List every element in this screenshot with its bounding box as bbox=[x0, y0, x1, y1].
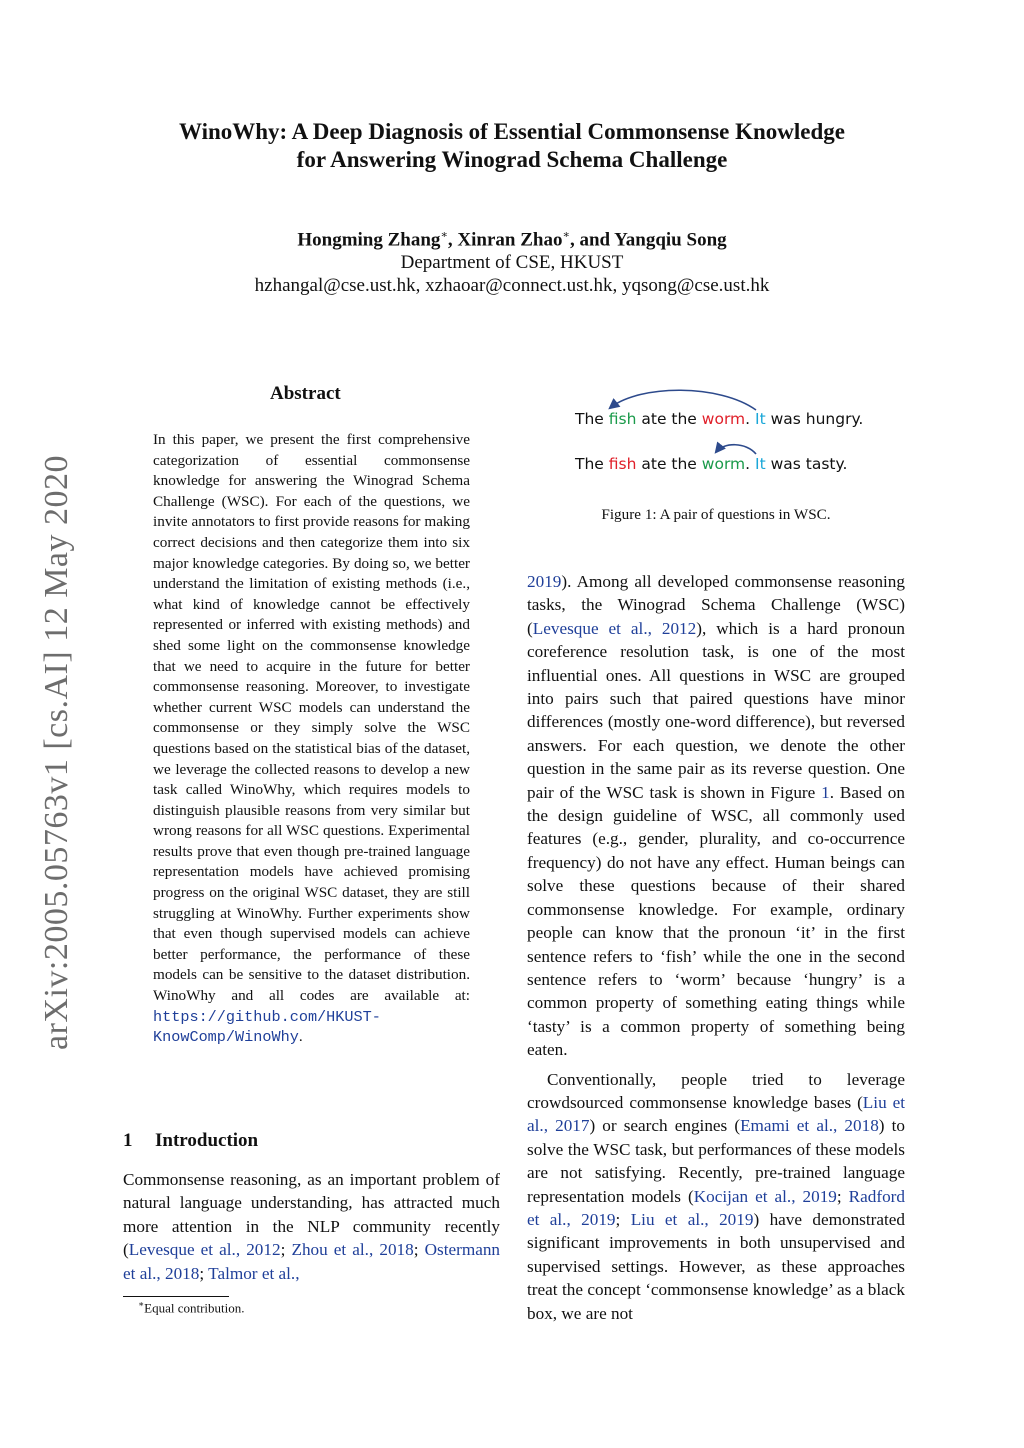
author-1: Hongming Zhang bbox=[297, 229, 441, 251]
affiliation: Department of CSE, HKUST bbox=[400, 252, 624, 274]
footnote-divider bbox=[123, 1296, 229, 1297]
figure-caption: Figure 1: A pair of questions in WSC. bbox=[601, 506, 831, 523]
arrow-it-to-fish bbox=[610, 390, 756, 410]
citation-link[interactable]: Liu et al., 2017 bbox=[527, 1092, 905, 1136]
abstract-text: In this paper, we present the first comprehensive categorization of essential commonsense knowledge for answering the Winograd Schema Challenge (WSC). For each of the questions, we invite annotators to first provide reasons for making correct decisions and then categorize them into six major knowledge categories. By doing so, we better understand the limitation of existing methods (i.e., what kind of knowledge cannot be effectively represented or inferred with existing methods) and shed some light on the commonsense knowledge that we need to acquire in the future for better commonsense reasoning. Moreover, to investigate whether current WSC models can understand the commonsense or they simply solve the WSC questions based on the statistical bias of the dataset, we leverage the collected reasons to develop a new task called WinoWhy, which requires models to distinguish plausible reasons from very similar but wrong reasons for all WSC questions. Experimental results prove that even though pre-trained language representation models have achieved promising progress on the original WSC dataset, they are still struggling at WinoWhy. Further experiments show that even though supervised models can achieve better performance, the performance of these models can be sensitive to the dataset distribution. WinoWhy and all codes are available at: bbox=[153, 431, 470, 1005]
paragraph: Conventionally, people tried to leverage crowdsourced commonsense knowledge bases (Liu et al., 2017) or search engines (Emami et al., 2018) to solve the WSC task, but performances of these models are not satisfying. Recently, pre-trained language representation models (Kocijan et al., 2019; Radford et al., 2019; Liu et al., 2019) have demonstrated significant improvements in both unsupervised and supervised settings. However, as these approaches treat the concept ‘commonsense knowledge’ as a black box, we are not bbox=[527, 1069, 905, 1323]
section-heading-introduction bbox=[123, 1130, 258, 1152]
author-block bbox=[0, 224, 1024, 297]
citation-link[interactable]: Zhou et al., 2018 bbox=[291, 1240, 414, 1260]
author-names: Hongming Zhang∗, Xinran Zhao∗, and Yangqiu Song bbox=[297, 229, 727, 251]
author-3: Yangqiu Song bbox=[614, 229, 727, 251]
figure-sentence-2: The fish ate the worm. It was tasty. bbox=[575, 455, 848, 473]
introduction-body: Commonsense reasoning, as an important problem of natural language understanding, has attracted much more attention in the NLP community recently (Levesque et al., 2012; Zhou et al., 2018; Ostermann et al., 2018; Talmor et al., bbox=[123, 1170, 501, 1283]
section-number: 1 bbox=[123, 1130, 133, 1151]
abstract-heading: Abstract bbox=[270, 383, 341, 404]
figure-1 bbox=[570, 390, 880, 490]
title-line-2: for Answering Winograd Schema Challenge bbox=[296, 147, 728, 172]
citation-link[interactable]: Kocijan et al., 2019 bbox=[693, 1186, 837, 1206]
footnote: ∗Equal contribution. bbox=[138, 1299, 245, 1316]
author-2: Xinran Zhao bbox=[457, 229, 563, 251]
citation-link[interactable]: Liu et al., 2019 bbox=[630, 1209, 754, 1229]
author-emails: hzhangal@cse.ust.hk, xzhaoar@connect.ust.hk, yqsong@cse.ust.hk bbox=[254, 275, 770, 297]
citation-link[interactable]: Radford et al., 2019 bbox=[527, 1186, 905, 1229]
citation-link[interactable]: Levesque et al., 2012 bbox=[532, 618, 697, 638]
arxiv-stamp: arXiv:2005.05763v1 [cs.AI] 12 May 2020 bbox=[38, 454, 75, 1050]
arrow-it-to-worm bbox=[716, 445, 756, 454]
citation-link[interactable]: 2019 bbox=[527, 572, 562, 591]
section-title: Introduction bbox=[155, 1130, 259, 1151]
paper-title bbox=[0, 118, 1024, 174]
figure-sentence-1: The fish ate the worm. It was hungry. bbox=[575, 410, 864, 428]
paragraph: 2019). Among all developed commonsense reasoning tasks, the Winograd Schema Challenge (WSC) (Levesque et al., 2012), which is a hard pronoun coreference resolution task, is one of the most influential ones. All questions in WSC are grouped into pairs such that paired questions have minor differences (mostly one-word difference), but reversed answers. For each question, we denote the other question in the same pair as its reverse question. One pair of the WSC task is shown in Figure 1. Based on the design guideline of WSC, all commonly used features (e.g., gender, plurality, and co-occurrence frequency) do not have any effect. Human beings can solve these questions because of their shared commonsense knowledge. For example, ordinary people can know that the pronoun ‘it’ in the first sentence refers to ‘fish’ while the one in the second sentence refers to ‘worm’ because ‘hungry’ is a common property of something eating things while ‘tasty’ is a common property of something being eaten. bbox=[527, 572, 905, 1060]
title-line-1: WinoWhy: A Deep Diagnosis of Essential Commonsense Knowledge bbox=[178, 119, 845, 144]
citation-link[interactable]: Levesque et al., 2012 bbox=[128, 1240, 281, 1260]
figure-ref-link[interactable]: 1 bbox=[821, 782, 830, 802]
coreference-arrows bbox=[570, 390, 880, 490]
code-link[interactable]: https://github.com/HKUST-KnowComp/WinoWhy bbox=[153, 1007, 381, 1047]
citation-link[interactable]: Emami et al., 2018 bbox=[740, 1116, 879, 1136]
abstract-body: In this paper, we present the first comprehensive categorization of essential commonsense knowledge for answering the Winograd Schema Challenge (WSC). For each of the questions, we invite annotators to first provide reasons for making correct decisions and then categorize them into six major knowledge categories. By doing so, we better understand the limitation of existing methods (i.e., what kind of knowledge cannot be effectively represented or inferred with existing methods) and shed some light on the commonsense knowledge that we need to acquire in the future for better commonsense reasoning. Moreover, to investigate whether current WSC models can understand the commonsense or they simply solve the WSC questions based on the statistical bias of the dataset, we leverage the collected reasons to develop a new task called WinoWhy, which requires models to distinguish plausible reasons from very similar but wrong reasons for all WSC questions. Experimental results prove that even though pre-trained language representation models have achieved promising progress on the original WSC dataset, they are still struggling at WinoWhy. Further experiments show that even though supervised models can achieve better performance, the performance of these models can be sensitive to the dataset distribution. WinoWhy and all codes are available at: https://github.com/HKUST-KnowComp/WinoWhy. bbox=[153, 431, 470, 1047]
citation-link[interactable]: Ostermann et al., 2018 bbox=[123, 1240, 501, 1283]
right-column-body bbox=[527, 570, 905, 1325]
citation-link[interactable]: Talmor et al., bbox=[208, 1263, 300, 1283]
